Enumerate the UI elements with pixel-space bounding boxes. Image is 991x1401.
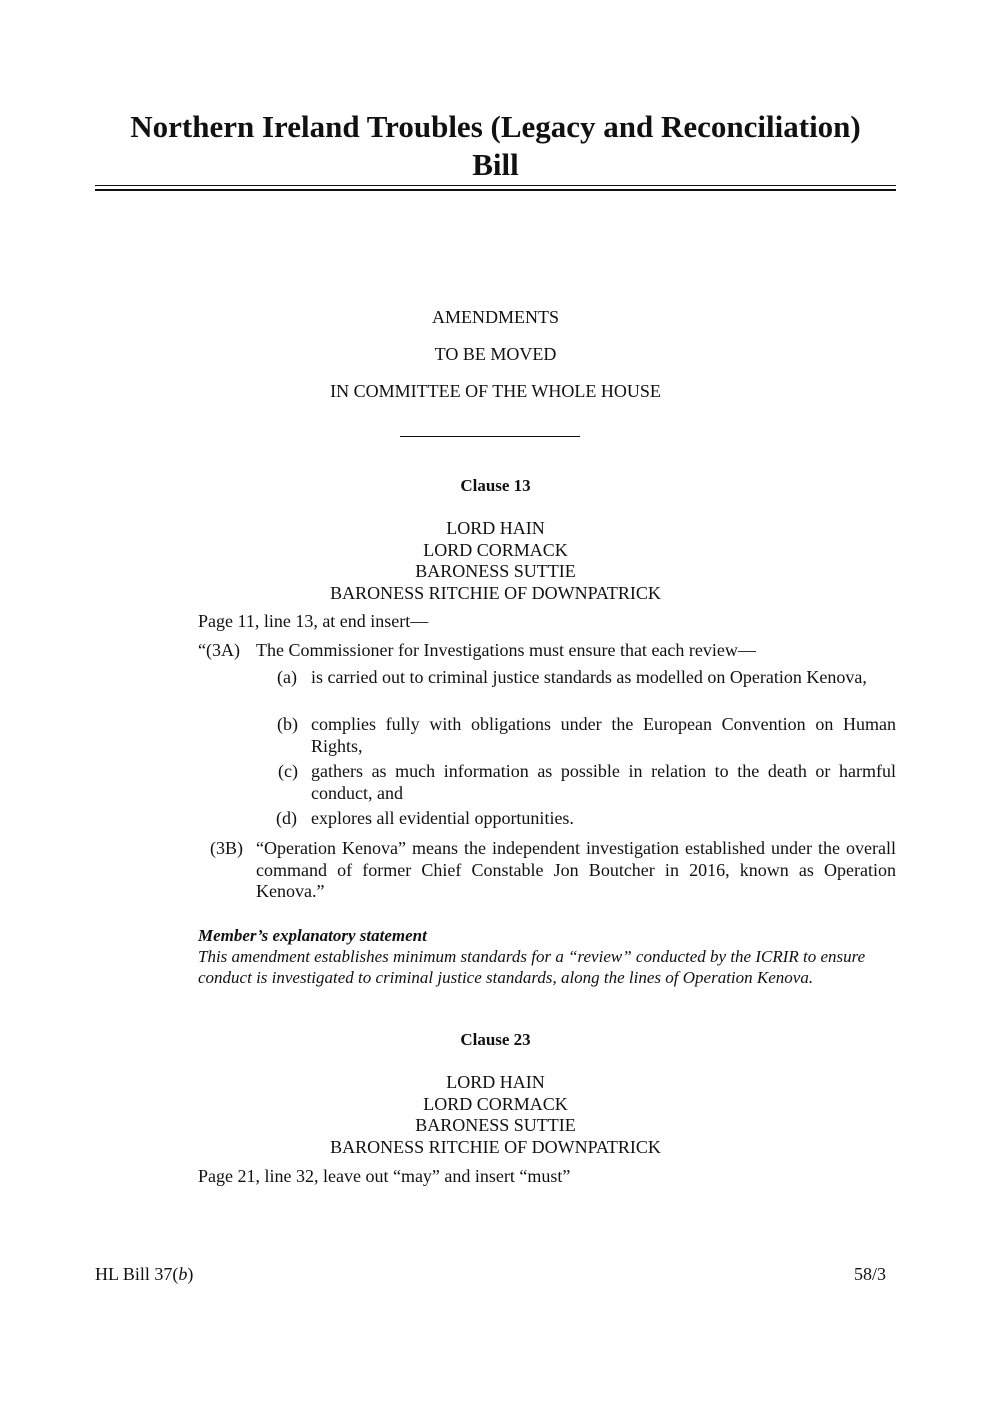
item-text: is carried out to criminal justice standards as modelled on Operation Kenova, <box>311 667 867 687</box>
bill-reference <box>95 1264 193 1286</box>
item-text: explores all evidential opportunities. <box>311 808 574 828</box>
clause-heading: Clause 13 <box>460 476 531 495</box>
subsection-text: “Operation Kenova” means the independent investigation established under the overall command of former Chief Constable Jon Boutcher in 2016, known as Operation Kenova.” <box>256 838 896 901</box>
member-name: LORD HAIN <box>446 518 545 538</box>
separator-rule <box>400 436 580 437</box>
item-text: gathers as much information as possible in relation to the death or harmful conduct, and <box>311 761 896 803</box>
item-text: complies fully with obligations under the European Convention on Human Rights, <box>311 714 896 756</box>
explanatory-statement-heading: Member’s explanatory statement <box>198 926 427 945</box>
heading-amendments: AMENDMENTS <box>431 307 559 327</box>
heading-to-be-moved: TO BE MOVED <box>434 344 557 364</box>
item-label: (a) <box>277 667 297 687</box>
member-name: BARONESS RITCHIE OF DOWNPATRICK <box>330 1137 661 1157</box>
item-label: (c) <box>278 761 298 781</box>
explanatory-statement: This amendment establishes minimum standards for a “review” conducted by the ICRIR to ensure conduct is investigated to criminal justice standards, along the lines of Operation Kenova. <box>198 947 866 987</box>
amendment-instruction: Page 21, line 32, leave out “may” and insert “must” <box>198 1166 571 1186</box>
bill-ref-suffix: ) <box>187 1264 194 1284</box>
subsection-label: “(3A) <box>198 640 240 660</box>
bill-title-line2: Bill <box>472 147 519 182</box>
heading-committee: IN COMMITTEE OF THE WHOLE HOUSE <box>330 381 661 401</box>
bill-title-line1: Northern Ireland Troubles (Legacy and Reconciliation) <box>130 109 861 144</box>
member-name: BARONESS SUTTIE <box>415 1115 576 1135</box>
member-name: LORD HAIN <box>446 1072 545 1092</box>
member-name: LORD CORMACK <box>423 1094 568 1114</box>
page-reference: 58/3 <box>853 1264 886 1284</box>
member-name: BARONESS RITCHIE OF DOWNPATRICK <box>330 583 661 603</box>
item-label: (b) <box>277 714 298 734</box>
title-rule-thick <box>95 189 896 191</box>
member-name: LORD CORMACK <box>423 540 568 560</box>
member-name: BARONESS SUTTIE <box>415 561 576 581</box>
amendment-instruction: Page 11, line 13, at end insert— <box>198 611 429 631</box>
item-label: (d) <box>276 808 297 828</box>
title-rule <box>95 185 896 186</box>
bill-ref-prefix: HL Bill 37( <box>95 1264 179 1284</box>
subsection-label: (3B) <box>210 838 243 858</box>
clause-heading: Clause 23 <box>460 1030 531 1049</box>
bill-ref-letter: b <box>178 1264 188 1284</box>
subsection-text: The Commissioner for Investigations must ensure that each review— <box>256 640 756 660</box>
